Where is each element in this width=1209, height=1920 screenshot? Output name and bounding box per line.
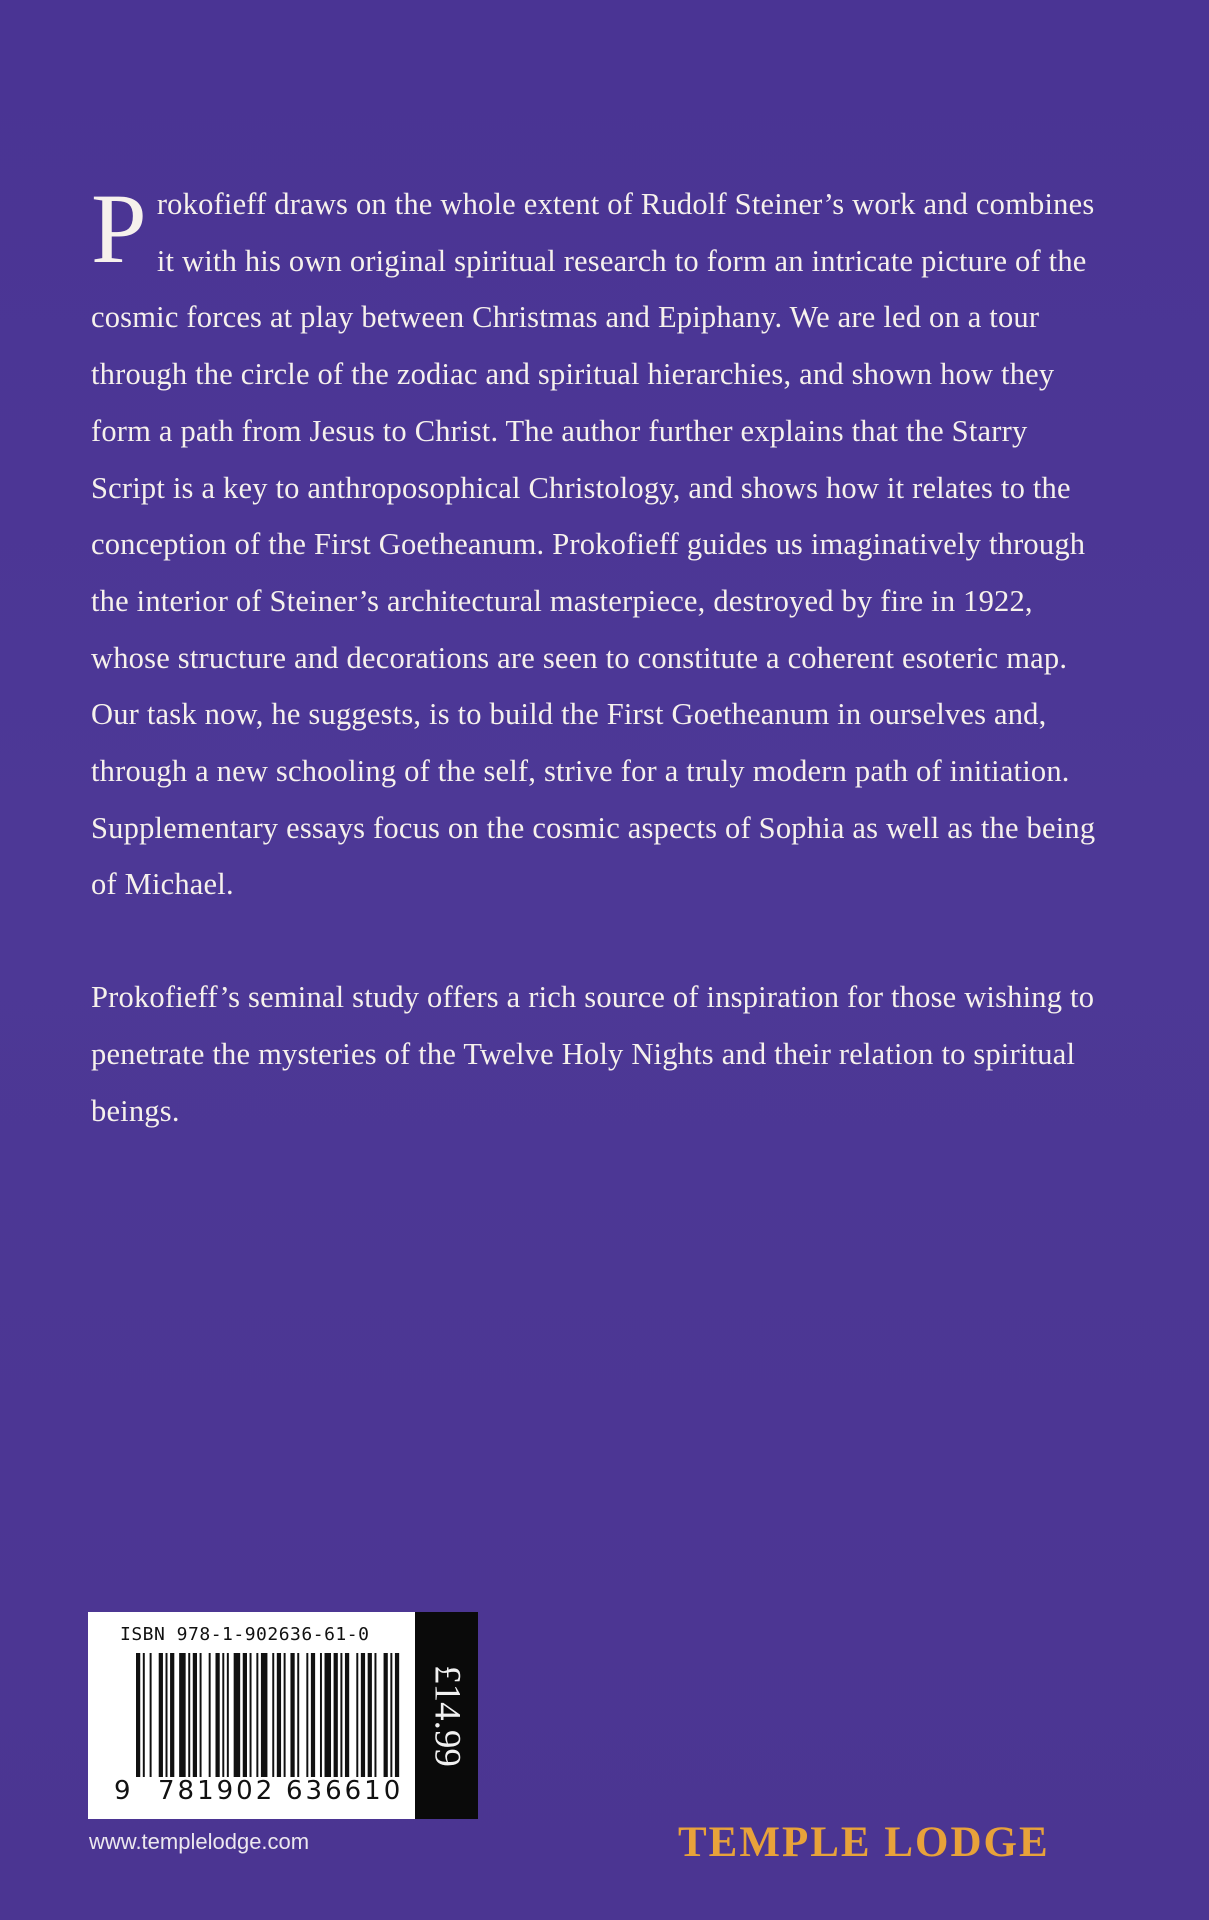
publisher-logo: TEMPLE LODGE [678, 1819, 1050, 1866]
blurb-paragraph-1-text: rokofieff draws on the whole extent of Rudolf Steiner’s work and combines it with his own original spiritual research to form an intricate picture of the cosmic forces at play between Christmas and Epiphany. We are led on a tour through the circle of the zodiac and spiritual hierarchies, and shown how they form a path from Jesus to Christ. The author further explains that the Starry Script is a key to anthroposophical Christology, and shows how it relates to the conception of the First Goetheanum. Prokofieff guides us imaginatively through the interior of Steiner’s architectural masterpiece, destroyed by fire in 1922, whose structure and decorations are seen to constitute a coherent esoteric map. Our task now, he suggests, is to build the First Goetheanum in ourselves and, through a new schooling of the self, strive for a truly modern path of initiation. Supplementary essays focus on the cosmic aspects of Sophia as well as the being of Michael. [91, 187, 1096, 902]
ean-digits [114, 1776, 412, 1812]
ean-right-digits: 636610 [286, 1776, 404, 1806]
isbn-label: ISBN 978-1-902636-61-0 [120, 1624, 370, 1645]
blurb-paragraph-1 [91, 173, 1101, 913]
blurb-paragraph-2: Prokofieff’s seminal study offers a rich source of inspiration for those wishing to penetrate the mysteries of the Twelve Holy Nights and their relation to spiritual beings. [91, 980, 1095, 1128]
website: www.templelodge.com [89, 1829, 310, 1854]
drop-cap: P [91, 173, 147, 284]
price-box [415, 1612, 478, 1819]
ean-left-digits: 781902 [158, 1776, 276, 1806]
price: £14.99 [426, 1664, 467, 1767]
barcode-label [88, 1612, 415, 1819]
blurb [91, 173, 1101, 1139]
ean-lead-digit: 9 [114, 1776, 131, 1806]
